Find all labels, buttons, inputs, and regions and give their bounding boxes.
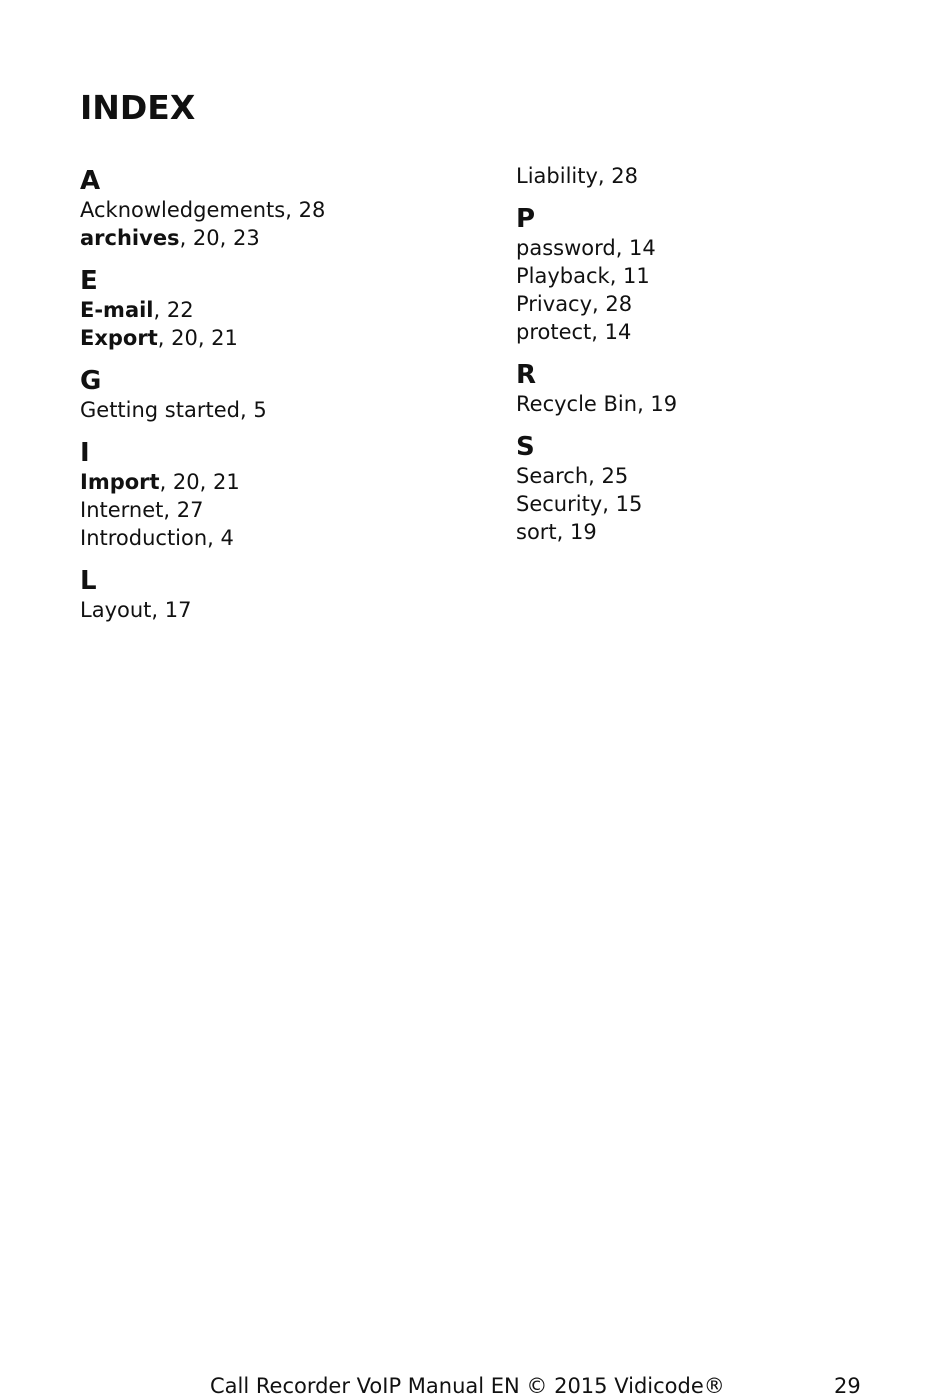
section-letter: I [80,438,90,468]
index-pages: , 25 [588,464,629,488]
index-entry [516,262,936,290]
index-section [80,562,500,624]
index-section [516,356,936,418]
page-title: INDEX [80,88,196,127]
section-letter: A [80,166,101,196]
index-term: protect [516,320,592,344]
index-entry [516,162,936,190]
index-term: Getting started [80,398,240,422]
section-letter: L [80,566,97,596]
section-letter: S [516,432,535,462]
index-term: E-mail [80,298,154,322]
index-section [80,162,500,252]
section-letter: P [516,204,536,234]
index-entry [80,596,500,624]
index-entry [80,396,500,424]
index-term: Recycle Bin [516,392,638,416]
index-entry [80,496,500,524]
index-entry [80,468,500,496]
index-pages: , 20, 21 [159,470,240,494]
index-pages: , 17 [151,598,192,622]
index-entry [516,462,936,490]
index-entry [80,324,500,352]
index-entry [80,224,500,252]
index-entry [516,490,936,518]
index-pages: , 11 [609,264,650,288]
index-pages: , 15 [602,492,643,516]
page-number: 29 [834,1374,861,1398]
footer-text: Call Recorder VoIP Manual EN © 2015 Vidicode® [210,1374,725,1398]
index-section [80,434,500,552]
index-section [80,262,500,352]
index-pages: , 22 [153,298,194,322]
index-pages: , 14 [591,320,632,344]
index-entry [80,296,500,324]
index-pages: , 20, 21 [157,326,238,350]
index-section [516,200,936,346]
section-letter: R [516,360,537,390]
index-term: Import [80,470,160,494]
index-term: Privacy [516,292,593,316]
index-term: archives [80,226,180,250]
index-column-right [516,162,936,556]
index-entry [80,196,500,224]
index-pages: , 4 [207,526,234,550]
index-entry [80,524,500,552]
index-term: Layout [80,598,152,622]
index-pages: , 28 [285,198,326,222]
index-term: Internet [80,498,164,522]
index-term: Search [516,464,589,488]
index-section [80,362,500,424]
index-term: sort [516,520,557,544]
index-pages: , 28 [592,292,633,316]
index-term: password [516,236,616,260]
section-letter: E [80,266,98,296]
index-pages: , 14 [615,236,656,260]
index-entry [516,234,936,262]
index-column-left [80,162,500,634]
index-term: Playback [516,264,610,288]
index-term: Introduction [80,526,208,550]
index-pages: , 19 [637,392,678,416]
index-pages: , 27 [163,498,204,522]
index-entry [516,290,936,318]
index-pages: , 20, 23 [179,226,260,250]
section-letter: G [80,366,102,396]
index-term: Acknowledgements [80,198,286,222]
index-term: Security [516,492,603,516]
index-term: Liability [516,164,598,188]
index-section [516,428,936,546]
index-entry [516,390,936,418]
index-section [516,162,936,190]
index-entry [516,318,936,346]
page-footer [0,1372,950,1400]
index-pages: , 28 [597,164,638,188]
index-pages: , 19 [556,520,597,544]
index-pages: , 5 [239,398,267,422]
index-term: Export [80,326,158,350]
index-entry [516,518,936,546]
